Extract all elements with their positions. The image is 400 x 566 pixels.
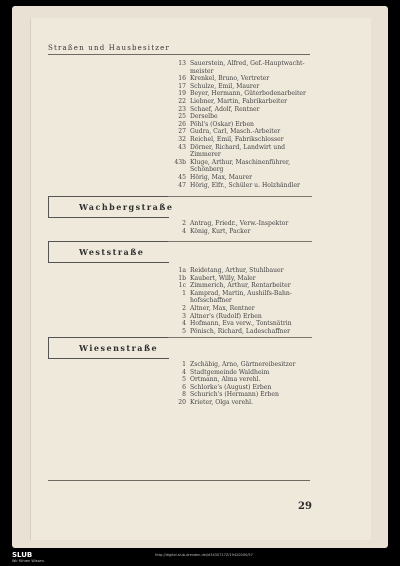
entry-list-weststrasse: [172, 267, 332, 335]
list-item: [172, 376, 332, 384]
owner-name: hofsschaffner: [190, 297, 232, 305]
list-item: [172, 228, 332, 236]
owner-name: Hörig, Elfr., Schüler u. Holzhändler: [190, 181, 300, 189]
street-title: Wiesenstraße: [79, 343, 159, 353]
house-number: [172, 297, 186, 305]
list-item: [172, 106, 332, 114]
list-item: [172, 313, 332, 321]
list-item: [172, 144, 332, 152]
street-title: Wachbergstraße: [79, 202, 174, 212]
owner-name: Stadtgemeinde Waldheim: [190, 368, 270, 376]
list-item: [172, 128, 332, 136]
house-number: 17: [178, 82, 186, 90]
owner-name: Kamprad, Martin, Aushilfs-Bahn-: [190, 289, 292, 297]
list-item: [172, 320, 332, 328]
slub-logo: SLUB: [12, 551, 33, 559]
house-number: 13: [178, 60, 186, 67]
house-number: 22: [178, 97, 186, 105]
list-item: [172, 297, 332, 305]
slub-tagline: Wir führen Wissen.: [12, 559, 45, 563]
list-item: [172, 113, 332, 121]
list-item: [172, 83, 332, 91]
house-number: 6: [182, 383, 186, 391]
house-number: 16: [178, 75, 186, 83]
house-number: 5: [182, 327, 186, 335]
list-item: [172, 305, 332, 313]
house-number: 19: [178, 90, 186, 98]
owner-name: Dörner, Richard, Landwirt und: [190, 143, 286, 151]
house-number: 20: [178, 398, 186, 406]
header-rule: [48, 54, 310, 55]
list-item: [172, 369, 332, 377]
house-number: 32: [178, 135, 186, 143]
owner-name: Zschäbig, Arno, Gärtnereibesitzer: [190, 361, 296, 368]
street-box-wachbergstrasse: [48, 196, 174, 218]
list-item: [172, 399, 332, 407]
owner-name: König, Kurt, Packer: [190, 227, 251, 235]
owner-name: Pönisch, Richard, Ladeschaffner: [190, 327, 290, 335]
owner-name: Pöhl's (Oskar) Erben: [190, 120, 254, 128]
list-item: [172, 361, 332, 369]
owner-name: Altner, Max, Rentner: [190, 304, 255, 312]
owner-name: Krieter, Olga verehl.: [190, 398, 253, 406]
list-item: [172, 60, 332, 68]
house-number: [172, 68, 186, 76]
owner-name: Antrag, Friedr., Verw.-Inspektor: [190, 220, 289, 227]
owner-name: Gudra, Carl, Masch.-Arbeiter: [190, 128, 281, 136]
owner-name: Schlorke's (August) Erben: [190, 383, 272, 391]
street-title: Weststraße: [79, 247, 145, 257]
house-number: 1b: [178, 274, 186, 282]
street-box-weststrasse: [48, 241, 169, 263]
house-number: 47: [178, 181, 186, 189]
list-item: [172, 328, 332, 336]
list-item: [172, 275, 332, 283]
owner-name: Kluge, Arthur, Maschinenführer,: [190, 158, 291, 166]
owner-name: meister: [190, 67, 214, 75]
owner-name: Kaubert, Willy, Maler: [190, 274, 256, 282]
owner-name: Schulze, Emil, Maurer: [190, 82, 260, 90]
house-number: 26: [178, 120, 186, 128]
entry-list-continued: [172, 60, 332, 189]
house-number: 8: [182, 391, 186, 399]
footer-rule: [48, 480, 310, 481]
house-number: 4: [182, 227, 186, 235]
list-item: [172, 136, 332, 144]
source-url-link[interactable]: http://digital.slub-dresden.de/id3430727Z/19420000/57: [155, 553, 253, 557]
entry-list-wachbergstrasse: [172, 220, 332, 235]
list-item: [172, 151, 332, 159]
house-number: [172, 166, 186, 174]
list-item: [172, 182, 332, 190]
owner-name: Ortmann, Alma verehl.: [190, 376, 261, 384]
list-item: [172, 159, 332, 167]
owner-name: Liebner, Martin, Fabrikarbeiter: [190, 97, 288, 105]
street-box-wiesenstrasse: [48, 337, 169, 359]
house-number: 27: [178, 128, 186, 136]
list-item: [172, 282, 332, 290]
list-item: [172, 267, 332, 275]
list-item: [172, 174, 332, 182]
page-number: 29: [298, 501, 312, 512]
owner-name: Beyer, Hermann, Güterbodenarbeiter: [190, 90, 306, 98]
owner-name: Krenkel, Bruno, Vertreter: [190, 75, 270, 83]
owner-name: Schurich's (Hermann) Erben: [190, 391, 279, 399]
owner-name: Derselbe: [190, 113, 218, 121]
list-item: [172, 384, 332, 392]
list-item: [172, 290, 332, 298]
owner-name: Hofmann, Eva verw., Tontsnätrin: [190, 320, 292, 328]
owner-name: Hörig, Max, Maurer: [190, 173, 253, 181]
list-item: [172, 75, 332, 83]
list-item: [172, 98, 332, 106]
house-number: 45: [178, 173, 186, 181]
house-number: 43: [178, 143, 186, 151]
house-number: 23: [178, 105, 186, 113]
list-item: [172, 68, 332, 76]
owner-name: Schaef, Adolf, Rentner: [190, 105, 260, 113]
house-number: 2: [182, 220, 186, 227]
list-item: [172, 220, 332, 228]
house-number: 4: [182, 368, 186, 376]
house-number: 1: [182, 361, 186, 368]
house-number: 1c: [178, 282, 186, 290]
house-number: [172, 151, 186, 159]
owner-name: Reichel, Emil, Fabrikschlosser: [190, 135, 284, 143]
house-number: 43b: [174, 158, 186, 166]
house-number: 1: [182, 289, 186, 297]
house-number: 25: [178, 113, 186, 121]
owner-name: Reidetang, Arthur, Stuhlbauer: [190, 267, 284, 274]
house-number: 4: [182, 320, 186, 328]
list-item: [172, 90, 332, 98]
list-item: [172, 391, 332, 399]
viewer-footer-bar: [0, 548, 400, 566]
page-header: Straßen und Hausbesitzer: [48, 44, 171, 52]
house-number: 2: [182, 304, 186, 312]
house-number: 5: [182, 376, 186, 384]
owner-name: Zimmerer: [190, 151, 221, 159]
owner-name: Schönberg: [190, 166, 224, 174]
list-item: [172, 121, 332, 129]
house-number: 1a: [178, 267, 186, 274]
owner-name: Zimmerich, Arthur, Rentarbeiter: [190, 282, 291, 290]
house-number: 3: [182, 312, 186, 320]
divider-rule: [168, 241, 312, 242]
owner-name: Altner's (Rudolf) Erben: [190, 312, 262, 320]
owner-name: Sauerstein, Alfred, Gef.-Hauptwacht-: [190, 60, 305, 67]
list-item: [172, 166, 332, 174]
divider-rule: [168, 337, 312, 338]
divider-rule: [168, 196, 312, 197]
entry-list-wiesenstrasse: [172, 361, 332, 407]
